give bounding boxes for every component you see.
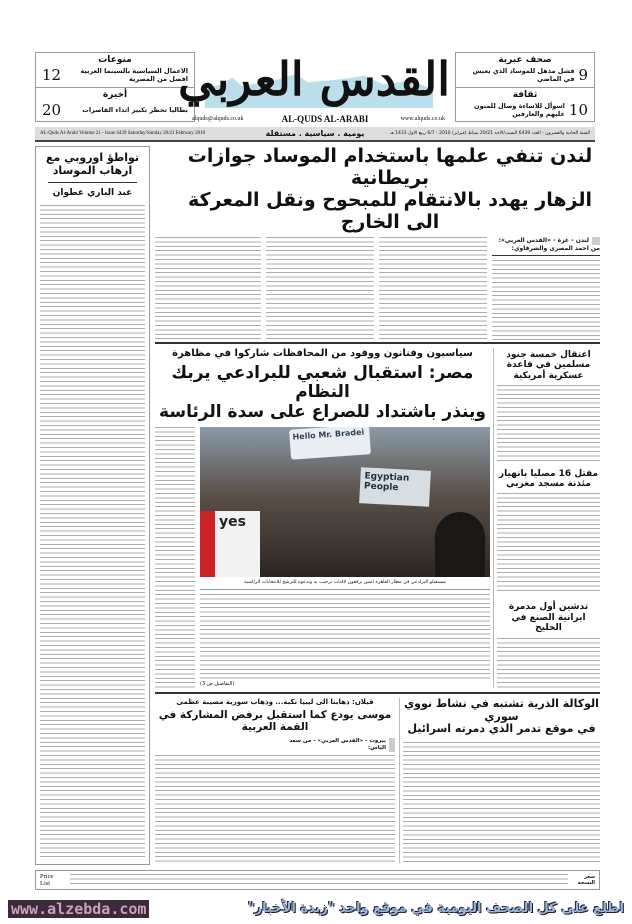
lead-byline: من احمد المصري والشرقاوي: [492, 245, 600, 256]
opinion-column [35, 146, 150, 865]
divider [399, 698, 400, 863]
teaser-title: بطاليا تحظر تكبير اثداء القاصرات [82, 106, 188, 114]
photo-sign-yes: yes [200, 511, 260, 577]
briefs-column [497, 350, 600, 688]
teaser-section: ثقافة [512, 90, 538, 100]
teaser-left-2[interactable] [36, 88, 194, 122]
egypt-headline-1[interactable]: مصر: استقبال شعبي للبرادعي يربك النظام [171, 362, 474, 403]
photo-sign-people: Egyptian People [359, 467, 431, 507]
opinion-body [40, 205, 145, 859]
logo [178, 48, 450, 126]
moussa-dateline: بيروت - «القدس العربي» - من سعد الياس: [277, 738, 395, 752]
brief-title[interactable]: اعتقال خمسة جنود مسلمين في قاعدة عسكرية أمريكية [506, 350, 591, 381]
teaser-page: 10 [568, 101, 588, 119]
brief-body [497, 385, 600, 461]
teaser-box-right [455, 52, 595, 122]
banner-text: اطلع على كل الصحف اليومية في موقع واحد "زبدة الأخبار" [247, 901, 624, 916]
egypt-body [200, 594, 490, 681]
divider [155, 342, 600, 344]
logo-latin: AL-QUDS AL-ARABI [281, 114, 369, 124]
teaser-right-2[interactable] [456, 88, 594, 122]
iaea-body [403, 742, 600, 864]
teaser-page: 12 [42, 66, 62, 84]
iaea-story [403, 698, 600, 864]
banner-url[interactable]: www.alzebda.com [8, 900, 149, 918]
egypt-story [155, 348, 490, 688]
photo-caption: مستقبلو البرادعي في مطار القاهرة امس يرفعون لافتات ترحيب به وتدعوه للترشح للانتخابات الرئاسية [200, 577, 490, 590]
photo-sign-hello: Hello Mr. Bradei [289, 427, 371, 460]
lead-body-2 [379, 237, 487, 340]
egypt-headline-2[interactable]: وينذر باشتداد للصراع على سدة الرئاسة [159, 401, 486, 422]
moussa-kicker: قيلان: ذهابنا الى ليبيا نكبة... وذهاب سورية مصيبة عظمى [176, 698, 374, 706]
info-latin: AL-Quds Al-Arabi Volume 21 - Issue 6439 Saturday/Sunday 20/21 February 2010 [40, 130, 206, 136]
egypt-continued[interactable]: (التفاصيل ص 3) [200, 681, 235, 687]
iaea-headline-1[interactable]: الوكالة الذرية تشتبه في نشاط نووي سوري [404, 697, 599, 723]
lead-headline-2[interactable]: الزهار يهدد بالانتقام للمبحوح ونقل المعركة الى الخارج [188, 188, 592, 233]
divider [155, 692, 600, 694]
price-label: List [40, 880, 51, 887]
egypt-body-side [155, 427, 195, 688]
egypt-photo[interactable] [200, 427, 490, 577]
teaser-right-1[interactable] [456, 53, 594, 88]
teaser-title: اسوأل للاساءة وصال للمنون عليهم والعارفين [474, 102, 565, 118]
brief-body [497, 638, 600, 689]
teaser-section: أخيرة [102, 90, 128, 100]
moussa-story [155, 698, 395, 864]
teaser-title: الاعمال السياسية بالسينما العربية افضل من المصرية [80, 67, 188, 83]
price-label-arabic: سعر النسخة [577, 874, 595, 886]
lead-headline-1[interactable]: لندن تنفي علمها باستخدام الموساد جوازات بريطانية [187, 145, 593, 189]
opinion-title[interactable]: تواطؤ اوروبي مع ارهاب الموساد [45, 151, 140, 177]
price-entries [70, 874, 568, 886]
brief-title[interactable]: مقتل 16 مصليا بانهيار مئذنة مسجد مغربي [498, 468, 599, 490]
brief-body [497, 493, 600, 594]
website-link[interactable]: www.alquds.co.uk [400, 116, 445, 122]
teaser-section: منوعات [98, 55, 132, 65]
divider [493, 348, 494, 688]
opinion-author: عبد الباري عطوان [52, 188, 133, 199]
teaser-section: صحف عبرية [498, 55, 552, 65]
lead-dateline: لندن - غزة - «القدس العربي»: [492, 237, 600, 245]
price-list [35, 870, 600, 890]
info-bar [35, 127, 595, 142]
lead-body-4 [155, 237, 261, 340]
teaser-page: 20 [42, 101, 62, 119]
price-label: Price [40, 873, 54, 880]
teaser-title: فشل مذهل للموساد الذي يعيش في الماضي [472, 67, 575, 83]
lead-story [155, 146, 600, 340]
iaea-headline-2[interactable]: في موقع تدمر الذي دمرته اسرائيل [407, 722, 596, 736]
photo-figure [435, 512, 485, 577]
email-link[interactable]: alquds@alquds.co.uk [192, 116, 244, 122]
lead-body-3 [266, 237, 374, 340]
tagline: يومية . سياسية . مستقلة [265, 129, 365, 138]
logo-wordmark: القدس العربي [178, 52, 450, 106]
moussa-headline[interactable]: موسى يودع كما استقبل برفض المشاركة في القمة العربية [158, 709, 392, 734]
teaser-left-1[interactable] [36, 53, 194, 88]
teaser-page: 9 [578, 66, 588, 84]
promo-banner[interactable] [0, 893, 632, 924]
moussa-body [155, 755, 395, 864]
teaser-box-left [35, 52, 195, 122]
lead-body-1 [492, 260, 600, 340]
brief-title[interactable]: تدشين أول مدمرة ايرانية الصنع في الخليج [508, 602, 589, 634]
info-arabic: السنة الحادية والعشرون - العدد 6439 السبت/الاحد 20/21 شباط (فبراير) 2010 - 6/7 ربيع الاول 1431 هـ [390, 130, 591, 136]
egypt-kicker: سياسيون وفنانون ووفود من المحافظات شاركوا في مظاهرة [172, 348, 473, 359]
